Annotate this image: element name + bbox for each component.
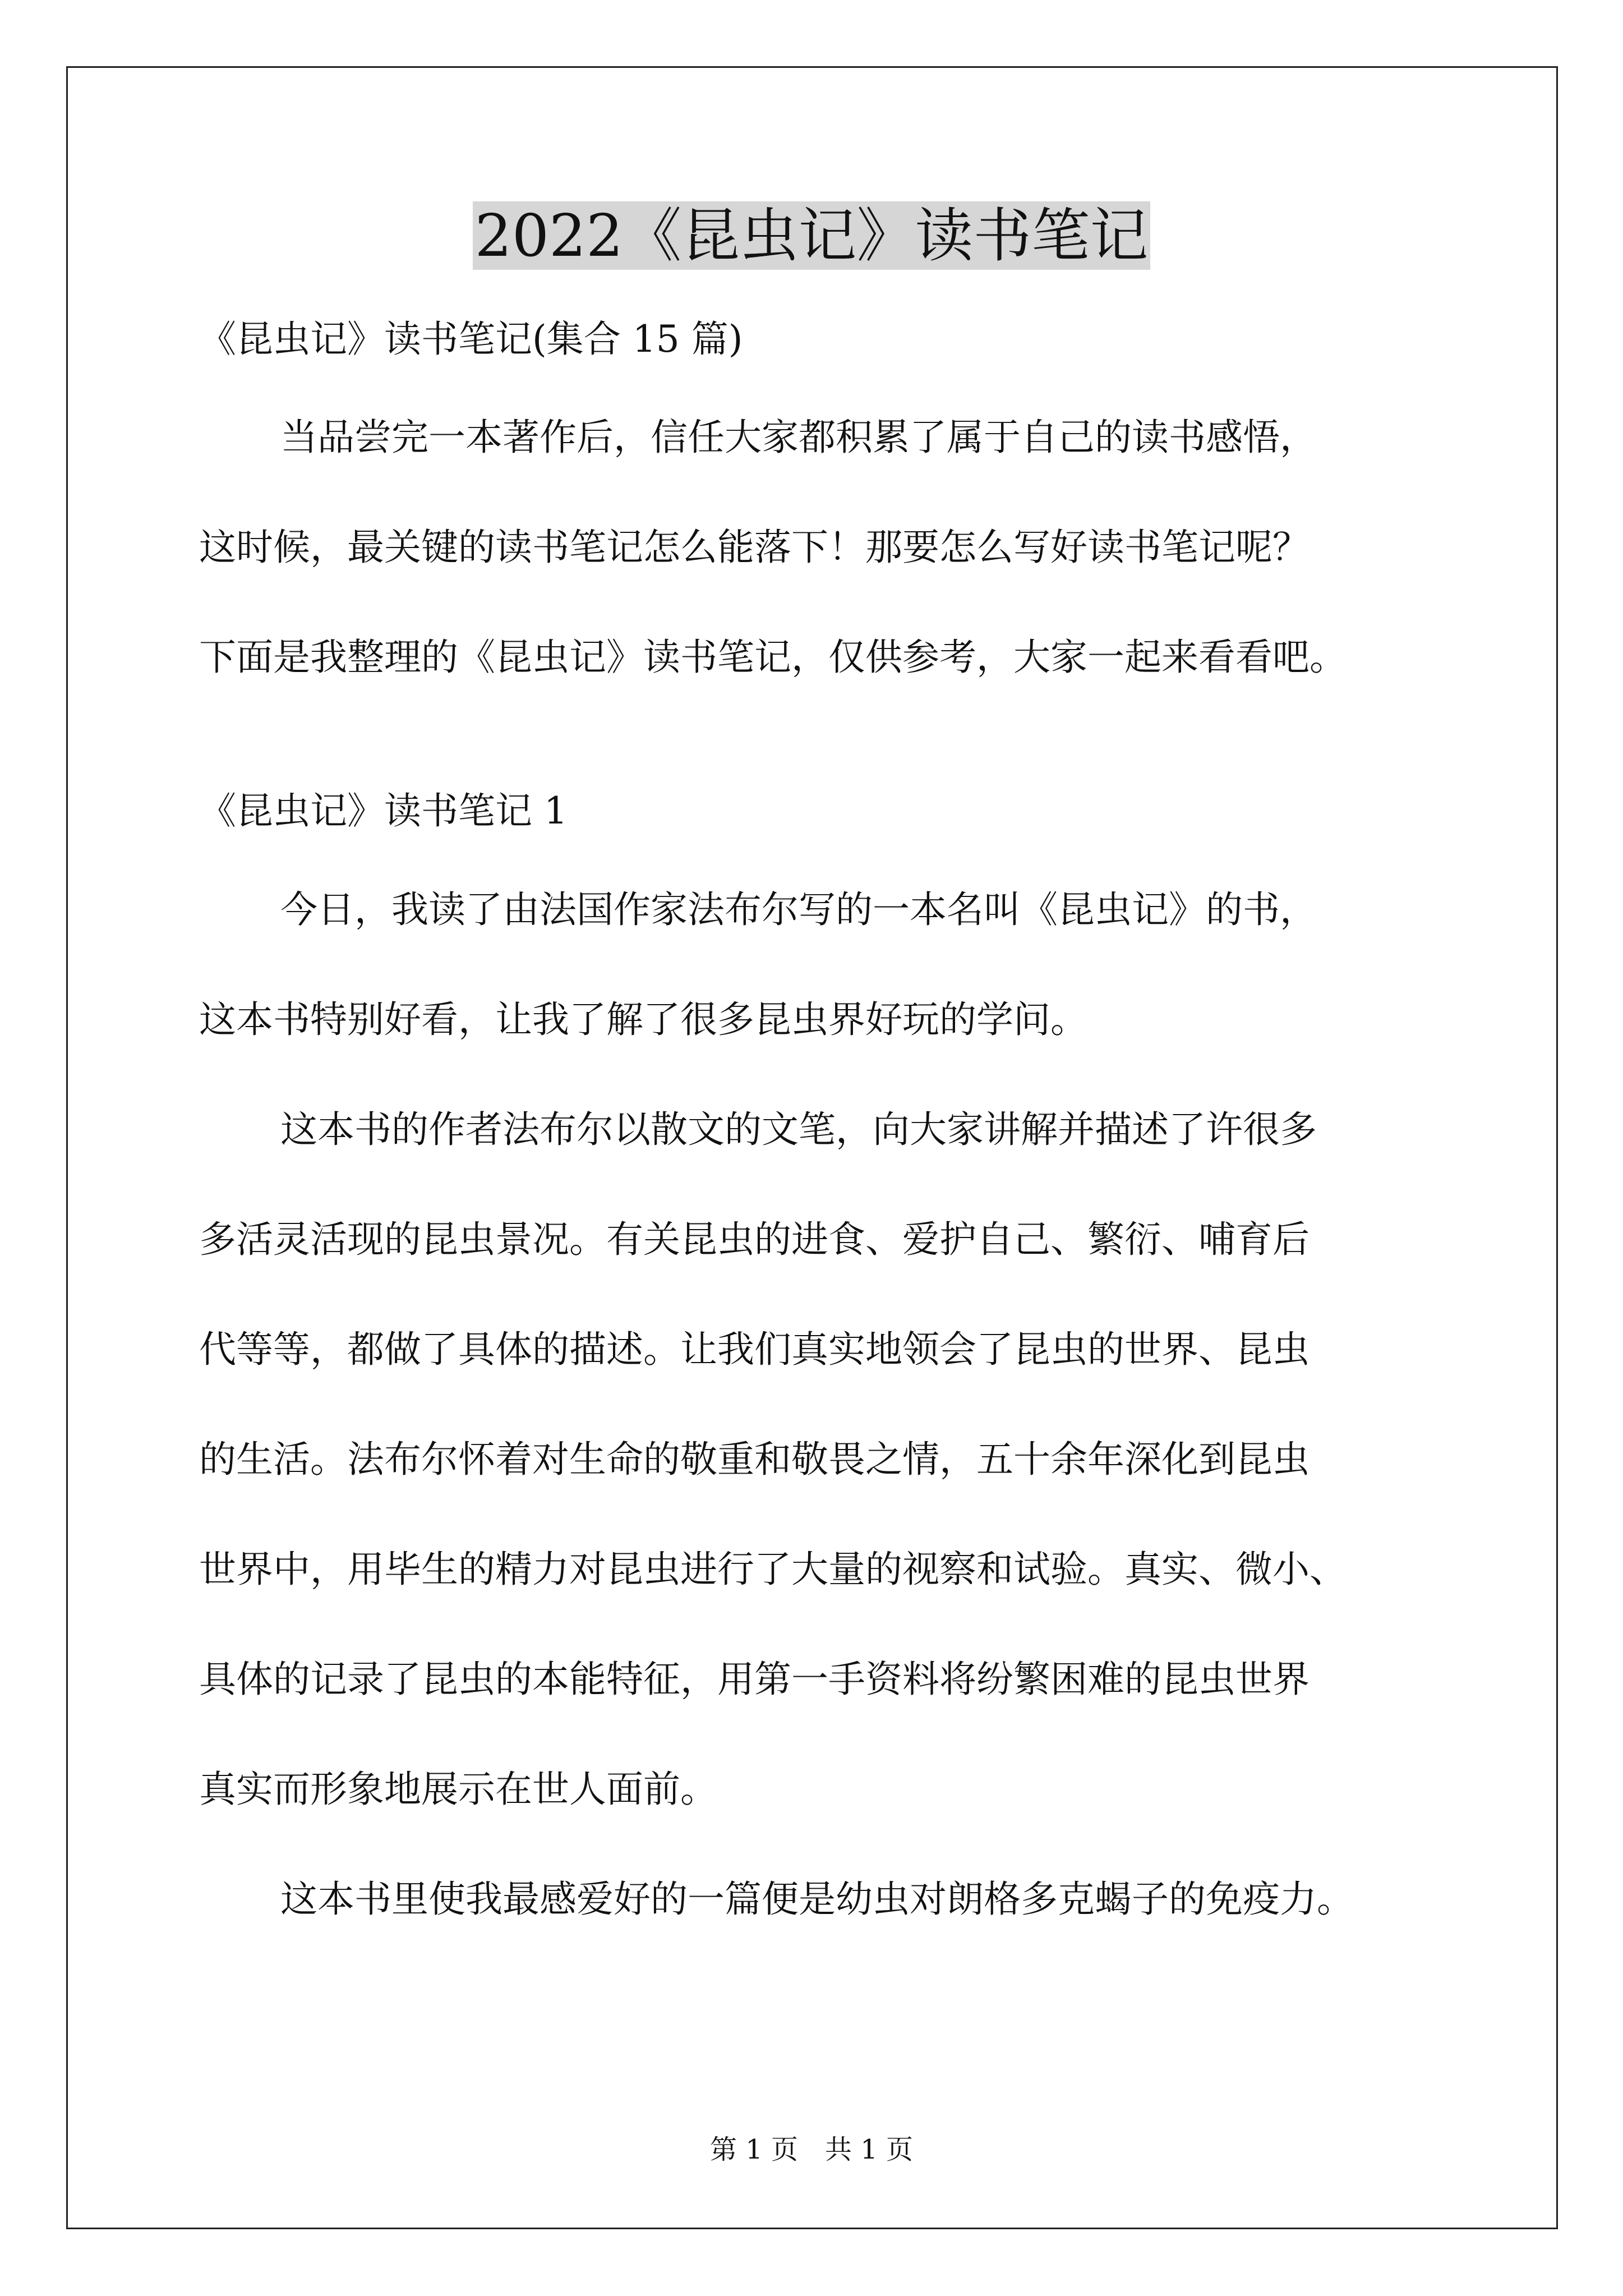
intro-line: 这时候，最关键的读书笔记怎么能落下！那要怎么写好读书笔记呢？ bbox=[199, 526, 1310, 569]
body-line: 这本书的作者法布尔以散文的文笔，向大家讲解并描述了许很多 bbox=[280, 1108, 1317, 1151]
body-line: 真实而形象地展示在世人面前。 bbox=[199, 1768, 717, 1811]
paragraph-2 bbox=[199, 1102, 1433, 1818]
title-text: 2022《昆虫记》读书笔记 bbox=[473, 201, 1151, 270]
body-line: 这本书特别好看，让我了解了很多昆虫界好玩的学问。 bbox=[199, 998, 1087, 1041]
page-number-footer: 第 1 页 共 1 页 bbox=[709, 2134, 914, 2165]
paragraph-3 bbox=[199, 1871, 1433, 1927]
document-body bbox=[199, 311, 1433, 1981]
body-line: 具体的记录了昆虫的本能特征，用第一手资料将纷繁困难的昆虫世界 bbox=[199, 1658, 1310, 1701]
body-line: 多活灵活现的昆虫景况。有关昆虫的进食、爱护自己、繁衍、哺育后 bbox=[199, 1218, 1310, 1261]
document-title bbox=[0, 199, 1623, 272]
section-heading: 《昆虫记》读书笔记 1 bbox=[199, 789, 568, 832]
body-line: 这本书里使我最感爱好的一篇便是幼虫对朗格多克蝎子的免疫力。 bbox=[280, 1878, 1354, 1921]
body-line: 世界中，用毕生的精力对昆虫进行了大量的视察和试验。真实、微小、 bbox=[199, 1548, 1347, 1591]
paragraph-1 bbox=[199, 882, 1433, 1048]
intro-line: 下面是我整理的《昆虫记》读书笔记，仅供参考，大家一起来看看吧。 bbox=[199, 636, 1347, 679]
body-line: 代等等，都做了具体的描述。让我们真实地领会了昆虫的世界、昆虫 bbox=[199, 1328, 1310, 1371]
body-line: 的生活。法布尔怀着对生命的敬重和敬畏之情，五十余年深化到昆虫 bbox=[199, 1438, 1310, 1481]
collection-heading: 《昆虫记》读书笔记(集合 15 篇) bbox=[199, 318, 743, 361]
intro-paragraph bbox=[199, 409, 1433, 685]
body-line: 今日，我读了由法国作家法布尔写的一本名叫《昆虫记》的书， bbox=[280, 888, 1317, 931]
intro-line: 当品尝完一本著作后，信任大家都积累了属于自己的读书感悟， bbox=[280, 416, 1317, 459]
